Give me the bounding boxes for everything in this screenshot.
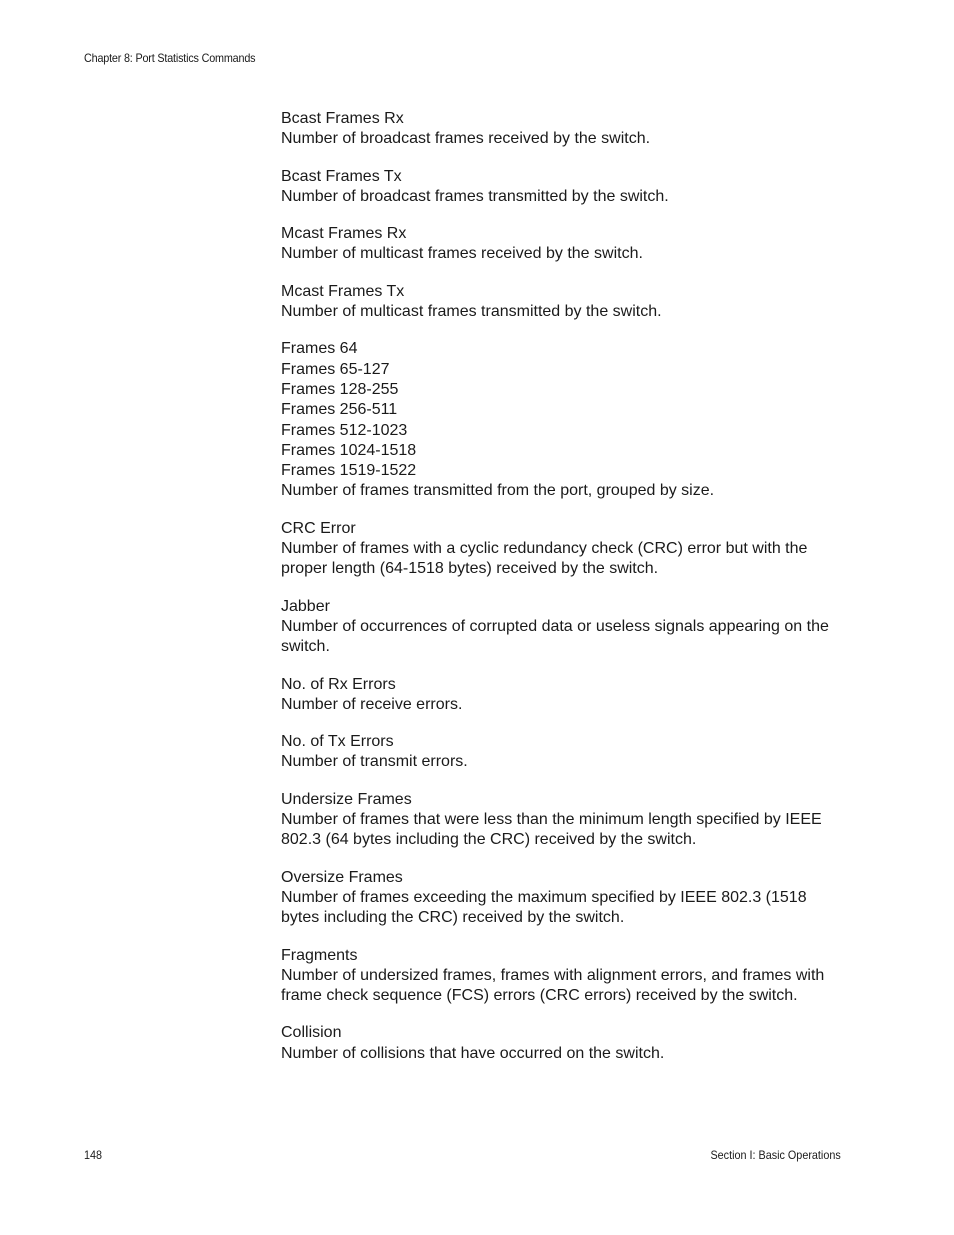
definition-entry (281, 732, 846, 773)
definition-list (281, 109, 846, 1081)
definition-term: Fragments (281, 946, 358, 964)
definition-term: Jabber (281, 597, 330, 615)
definition-entry (281, 282, 846, 323)
definition-term: No. of Tx Errors (281, 733, 394, 751)
definition-entry (281, 597, 846, 658)
definition-description: Number of receive errors. (281, 695, 463, 713)
definition-entry (281, 868, 846, 929)
definition-term: Mcast Frames Rx (281, 225, 407, 243)
definition-description: Number of transmit errors. (281, 753, 468, 771)
definition-term: Collision (281, 1024, 342, 1042)
definition-description: Number of frames transmitted from the port, grouped by size. (281, 482, 715, 500)
definition-description: Number of frames that were less than the minimum length specified by IEEE 802.3 (64 bytes including the CRC) received by the switch. (281, 811, 822, 849)
definition-term: Frames 64 (281, 340, 358, 358)
definition-entry (281, 790, 846, 851)
definition-term: Frames 1519-1522 (281, 462, 417, 480)
definition-entry (281, 675, 846, 716)
definition-term: Bcast Frames Tx (281, 167, 402, 185)
definition-entry (281, 109, 846, 150)
definition-entry (281, 224, 846, 265)
definition-term: CRC Error (281, 519, 356, 537)
definition-description: Number of undersized frames, frames with alignment errors, and frames with frame check sequence (FCS) errors (CRC errors) received by the switch. (281, 966, 825, 1005)
definition-term: Frames 128-255 (281, 380, 399, 398)
definition-description: Number of occurrences of corrupted data or useless signals appearing on the switch. (281, 617, 829, 656)
definition-description: Number of broadcast frames transmitted by the switch. (281, 187, 669, 205)
definition-term: Undersize Frames (281, 790, 412, 808)
definition-description: Number of collisions that have occurred on the switch. (281, 1044, 665, 1062)
definition-description: Number of broadcast frames received by the switch. (281, 130, 651, 148)
section-title: Section I: Basic Operations (710, 1148, 841, 1162)
definition-term: Frames 512-1023 (281, 421, 408, 439)
definition-description: Number of frames with a cyclic redundancy check (CRC) error but with the proper length (64-1518 bytes) received by the switch. (281, 540, 808, 578)
definition-entry (281, 519, 846, 580)
definition-term: Mcast Frames Tx (281, 282, 405, 300)
running-header: Chapter 8: Port Statistics Commands (84, 51, 256, 65)
definition-entry (281, 946, 846, 1007)
definition-term: Frames 65-127 (281, 360, 390, 378)
definition-term: Bcast Frames Rx (281, 110, 404, 127)
definition-description: Number of frames exceeding the maximum specified by IEEE 802.3 (1518 bytes including the CRC) received by the switch. (281, 888, 807, 927)
definition-term: Frames 1024-1518 (281, 441, 417, 459)
definition-term: Oversize Frames (281, 868, 403, 886)
definition-entry (281, 339, 846, 501)
definition-description: Number of multicast frames transmitted by the switch. (281, 303, 662, 321)
definition-term: No. of Rx Errors (281, 675, 396, 693)
definition-entry (281, 167, 846, 208)
definition-description: Number of multicast frames received by the switch. (281, 245, 643, 263)
page-number: 148 (84, 1148, 103, 1162)
definition-entry (281, 1023, 846, 1064)
definition-term: Frames 256-511 (281, 401, 398, 419)
